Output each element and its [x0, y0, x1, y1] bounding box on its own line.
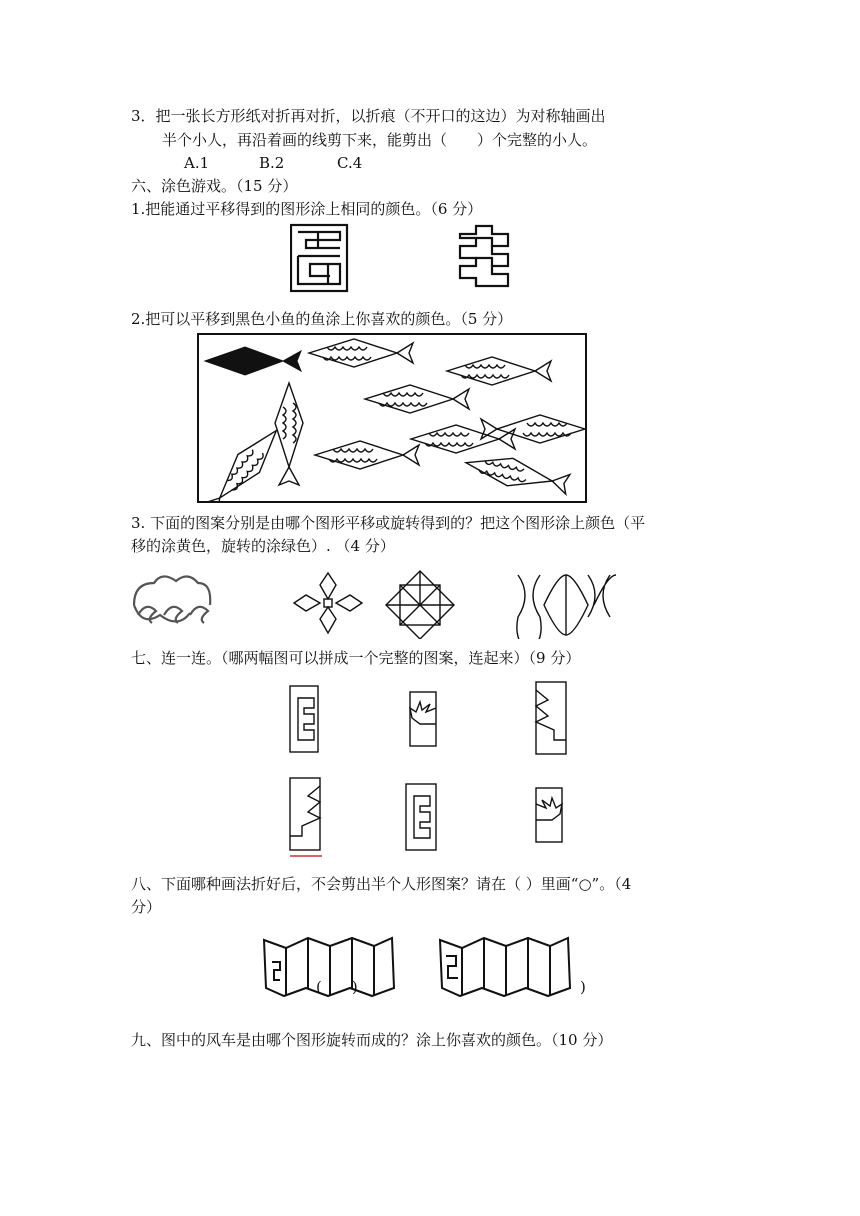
patterned-fish-vertical: [275, 383, 303, 485]
patterned-fish: [315, 441, 419, 469]
option-a[interactable]: A.1: [184, 154, 210, 172]
section-6-question-1: 1.把能通过平移得到的图形涂上相同的颜色。（6 分）: [131, 200, 483, 218]
section-7-heading: 七、连一连。（哪两幅图可以拼成一个完整的图案，连起来）（9 分）: [131, 649, 581, 667]
patterned-fish: [447, 357, 551, 385]
matching-figures: [282, 680, 582, 860]
top-card-e-shape: [290, 686, 318, 752]
section-6-question-3-line-2: 移的涂黄色，旋转的涂绿色）. （4 分）: [131, 537, 395, 555]
top-card-leaf: [410, 692, 436, 746]
cross-leaf-pattern: [294, 573, 362, 633]
bottom-card-leaf: [536, 788, 562, 842]
option-c[interactable]: C.4: [337, 154, 363, 172]
cloud-wave-pattern: [134, 576, 210, 623]
zigzag-tile-figure: [460, 226, 508, 286]
question-3-line-2: 半个小人，再沿着画的线剪下来，能剪出（ ）个完整的小人。: [162, 131, 598, 149]
section-8-line-1: 八、下面哪种画法折好后，不会剪出半个人形图案？请在（ ）里画“○”。（4: [131, 875, 632, 893]
bottom-card-zigzag: [290, 778, 322, 856]
butterfly-petal-pattern: [517, 575, 616, 639]
patterned-fish-diagonal: [199, 422, 287, 503]
section-6-question-3-line-1: 3. 下面的图案分别是由哪个图形平移或旋转得到的？把这个图形涂上颜色（平: [131, 514, 646, 532]
folded-paper-right: [440, 938, 570, 996]
pattern-figures-row: [130, 567, 630, 639]
folded-paper-figures: [262, 932, 602, 1012]
maze-square-figure: [291, 225, 347, 291]
option-b[interactable]: B.2: [259, 154, 285, 172]
section-9-heading: 九、图中的风车是由哪个图形旋转而成的？涂上你喜欢的颜色。（10 分）: [131, 1031, 613, 1049]
answer-blank-right[interactable]: ): [580, 978, 586, 996]
fish-box: [197, 333, 591, 503]
section-8-line-2: 分）: [131, 898, 162, 916]
section-6-heading: 六、涂色游戏。（15 分）: [131, 177, 298, 195]
question-3-line-1: 3．把一张长方形纸对折再对折，以折痕（不开口的这边）为对称轴画出: [131, 107, 606, 125]
patterned-fish: [365, 385, 469, 413]
bottom-card-e-shape: [406, 784, 436, 850]
black-fish: [205, 347, 301, 375]
patterned-fish: [463, 449, 571, 498]
pinwheel-square-pattern: [386, 571, 454, 639]
top-card-zigzag: [536, 682, 566, 754]
section-6-question-2: 2.把可以平移到黑色小鱼的鱼涂上你喜欢的颜色。（5 分）: [131, 310, 513, 328]
answer-blank-left[interactable]: ( ): [316, 978, 358, 996]
patterned-fish: [309, 339, 413, 367]
maze-pattern-figures: [290, 222, 530, 294]
